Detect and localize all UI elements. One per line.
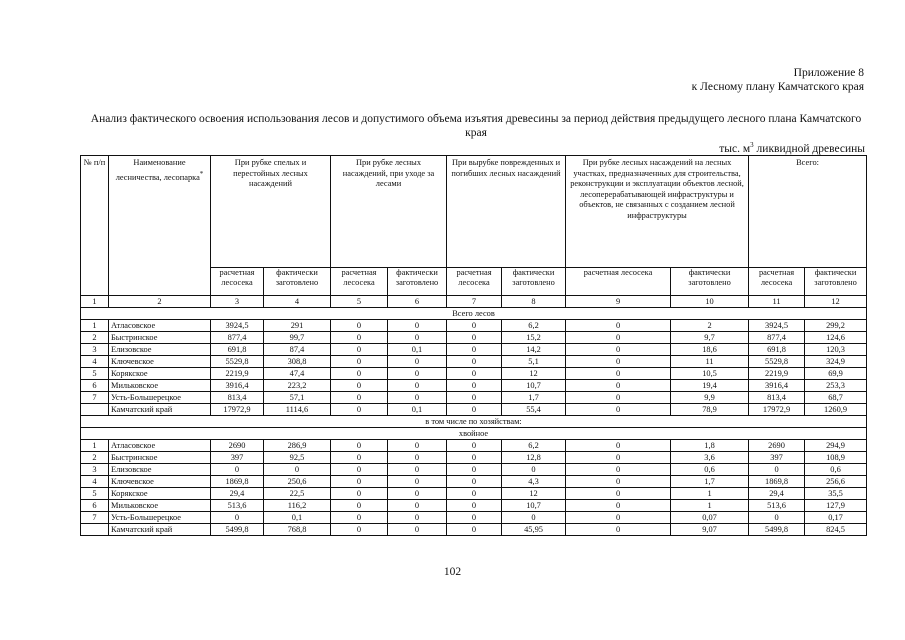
column-number: 6 xyxy=(388,296,447,308)
value-cell: 1869,8 xyxy=(749,476,805,488)
forestry-name-cell: Мильковское xyxy=(109,380,211,392)
value-cell: 1 xyxy=(671,488,749,500)
value-cell: 68,7 xyxy=(805,392,867,404)
value-cell: 0 xyxy=(566,464,671,476)
value-cell: 0,17 xyxy=(805,512,867,524)
value-cell: 0 xyxy=(566,452,671,464)
units-prefix: тыс. м xyxy=(719,142,751,155)
value-cell: 29,4 xyxy=(211,488,264,500)
value-cell: 3924,5 xyxy=(749,320,805,332)
value-cell: 0 xyxy=(388,320,447,332)
value-cell: 0 xyxy=(388,332,447,344)
section-by-farm: в том числе по хозяйствам: xyxy=(81,416,867,428)
value-cell: 12 xyxy=(502,488,566,500)
value-cell: 10,5 xyxy=(671,368,749,380)
value-cell: 0 xyxy=(388,452,447,464)
value-cell: 0 xyxy=(447,500,502,512)
value-cell: 0,1 xyxy=(388,404,447,416)
subheader-calculated: расчетная лесосека xyxy=(447,268,502,296)
value-cell: 0 xyxy=(749,464,805,476)
value-cell: 17972,9 xyxy=(211,404,264,416)
value-cell: 12 xyxy=(502,368,566,380)
value-cell: 813,4 xyxy=(211,392,264,404)
value-cell: 3916,4 xyxy=(211,380,264,392)
value-cell: 57,1 xyxy=(264,392,331,404)
value-cell: 299,2 xyxy=(805,320,867,332)
value-cell: 1869,8 xyxy=(211,476,264,488)
value-cell: 291 xyxy=(264,320,331,332)
total-row xyxy=(81,524,867,536)
value-cell: 0 xyxy=(447,392,502,404)
row-number-cell: 6 xyxy=(81,500,109,512)
value-cell: 120,3 xyxy=(805,344,867,356)
row-number-cell: 6 xyxy=(81,380,109,392)
row-number-cell: 3 xyxy=(81,464,109,476)
header-name xyxy=(109,156,211,296)
value-cell: 2690 xyxy=(211,440,264,452)
value-cell: 0 xyxy=(447,320,502,332)
row-number-cell: 5 xyxy=(81,488,109,500)
value-cell: 0 xyxy=(447,440,502,452)
document-title: Анализ фактического освоения использования лесов и допустимого объема изъятия древесины за период действия предыдущего лесного плана Камчатского края xyxy=(90,113,862,139)
value-cell: 0 xyxy=(566,404,671,416)
header-num: № п/п xyxy=(81,156,109,296)
value-cell: 768,8 xyxy=(264,524,331,536)
value-cell: 10,7 xyxy=(502,500,566,512)
table-row xyxy=(81,356,867,368)
row-number-cell xyxy=(81,524,109,536)
value-cell: 17972,9 xyxy=(749,404,805,416)
value-cell: 0 xyxy=(447,332,502,344)
table-row xyxy=(81,392,867,404)
value-cell: 0 xyxy=(566,344,671,356)
value-cell: 9,7 xyxy=(671,332,749,344)
value-cell: 0 xyxy=(264,464,331,476)
forestry-name-cell: Быстринское xyxy=(109,452,211,464)
value-cell: 0 xyxy=(566,368,671,380)
value-cell: 0 xyxy=(566,332,671,344)
value-cell: 10,7 xyxy=(502,380,566,392)
value-cell: 813,4 xyxy=(749,392,805,404)
value-cell: 0 xyxy=(447,380,502,392)
value-cell: 0 xyxy=(388,524,447,536)
subheader-calculated: расчетная лесосека xyxy=(749,268,805,296)
value-cell: 14,2 xyxy=(502,344,566,356)
row-number-cell xyxy=(81,404,109,416)
forestry-name-cell: Камчатский край xyxy=(109,524,211,536)
value-cell: 0 xyxy=(388,368,447,380)
value-cell: 0 xyxy=(211,464,264,476)
forestry-name-cell: Елизовское xyxy=(109,464,211,476)
value-cell: 0 xyxy=(447,356,502,368)
value-cell: 0 xyxy=(331,320,388,332)
total-row xyxy=(81,404,867,416)
appendix-line-1: Приложение 8 xyxy=(793,67,864,79)
column-number: 7 xyxy=(447,296,502,308)
header-total: Всего: xyxy=(749,156,867,268)
value-cell: 0 xyxy=(749,512,805,524)
value-cell: 78,9 xyxy=(671,404,749,416)
column-number: 11 xyxy=(749,296,805,308)
value-cell: 92,5 xyxy=(264,452,331,464)
header-construction-felling: При рубке лесных насаждений на лесных участках, предназначенных для строительства, реконструкции и эксплуатации объектов лесной, лесоперерабатывающей инфраструктуры и объектов, не связанных с созданием лесной инфраструктуры xyxy=(566,156,749,268)
table-row xyxy=(81,464,867,476)
value-cell: 124,6 xyxy=(805,332,867,344)
value-cell: 0 xyxy=(331,524,388,536)
table-row xyxy=(81,332,867,344)
table-row xyxy=(81,368,867,380)
forestry-name-cell: Камчатский край xyxy=(109,404,211,416)
value-cell: 5499,8 xyxy=(749,524,805,536)
value-cell: 108,9 xyxy=(805,452,867,464)
value-cell: 0 xyxy=(566,512,671,524)
value-cell: 0 xyxy=(331,344,388,356)
value-cell: 0 xyxy=(566,392,671,404)
value-cell: 256,6 xyxy=(805,476,867,488)
subheader-harvested: фактически заготовлено xyxy=(502,268,566,296)
subheader-calculated: расчетная лесосека xyxy=(331,268,388,296)
header-name-text: Наименование лесничества, лесопарка xyxy=(115,158,200,182)
value-cell: 35,5 xyxy=(805,488,867,500)
value-cell: 0 xyxy=(566,356,671,368)
value-cell: 0 xyxy=(447,488,502,500)
value-cell: 294,9 xyxy=(805,440,867,452)
forest-analysis-table xyxy=(80,155,867,536)
value-cell: 127,9 xyxy=(805,500,867,512)
value-cell: 513,6 xyxy=(211,500,264,512)
value-cell: 397 xyxy=(749,452,805,464)
value-cell: 2 xyxy=(671,320,749,332)
value-cell: 116,2 xyxy=(264,500,331,512)
value-cell: 87,4 xyxy=(264,344,331,356)
value-cell: 0 xyxy=(331,332,388,344)
value-cell: 0 xyxy=(388,476,447,488)
value-cell: 55,4 xyxy=(502,404,566,416)
value-cell: 0 xyxy=(447,452,502,464)
appendix-line-2: к Лесному плану Камчатского края xyxy=(691,81,864,93)
value-cell: 0,6 xyxy=(671,464,749,476)
units-label xyxy=(719,138,865,156)
column-number-row xyxy=(81,296,867,308)
value-cell: 0,6 xyxy=(805,464,867,476)
value-cell: 0 xyxy=(388,464,447,476)
value-cell: 0 xyxy=(447,368,502,380)
column-number: 5 xyxy=(331,296,388,308)
value-cell: 5,1 xyxy=(502,356,566,368)
value-cell: 877,4 xyxy=(749,332,805,344)
value-cell: 0 xyxy=(331,488,388,500)
value-cell: 15,2 xyxy=(502,332,566,344)
row-number-cell: 1 xyxy=(81,320,109,332)
subheader-harvested: фактически заготовлено xyxy=(388,268,447,296)
value-cell: 0 xyxy=(388,380,447,392)
row-number-cell: 2 xyxy=(81,452,109,464)
row-number-cell: 7 xyxy=(81,392,109,404)
forestry-name-cell: Атласовское xyxy=(109,440,211,452)
section-conifer: хвойное xyxy=(81,428,867,440)
value-cell: 5499,8 xyxy=(211,524,264,536)
forestry-name-cell: Усть-Большерецкое xyxy=(109,392,211,404)
table-row xyxy=(81,488,867,500)
column-number: 2 xyxy=(109,296,211,308)
forestry-name-cell: Корякское xyxy=(109,488,211,500)
appendix-label xyxy=(692,66,864,94)
forestry-name-cell: Мильковское xyxy=(109,500,211,512)
value-cell: 0 xyxy=(331,380,388,392)
value-cell: 0 xyxy=(388,500,447,512)
table-body xyxy=(81,296,867,536)
value-cell: 691,8 xyxy=(211,344,264,356)
value-cell: 0 xyxy=(388,512,447,524)
value-cell: 0 xyxy=(331,476,388,488)
column-number: 1 xyxy=(81,296,109,308)
value-cell: 0 xyxy=(331,404,388,416)
table-row xyxy=(81,320,867,332)
value-cell: 0 xyxy=(502,512,566,524)
header-damaged-felling: При вырубке поврежденных и погибших лесных насаждений xyxy=(447,156,566,268)
value-cell: 0 xyxy=(211,512,264,524)
value-cell: 22,5 xyxy=(264,488,331,500)
value-cell: 0 xyxy=(447,404,502,416)
value-cell: 9,07 xyxy=(671,524,749,536)
value-cell: 3916,4 xyxy=(749,380,805,392)
header-row-groups xyxy=(81,156,867,268)
units-suffix: ликвидной древесины xyxy=(753,142,865,155)
value-cell: 18,6 xyxy=(671,344,749,356)
value-cell: 250,6 xyxy=(264,476,331,488)
forestry-name-cell: Корякское xyxy=(109,368,211,380)
row-number-cell: 5 xyxy=(81,368,109,380)
value-cell: 223,2 xyxy=(264,380,331,392)
value-cell: 0 xyxy=(388,392,447,404)
value-cell: 47,4 xyxy=(264,368,331,380)
value-cell: 324,9 xyxy=(805,356,867,368)
header-name-mark: * xyxy=(199,169,204,178)
column-number: 3 xyxy=(211,296,264,308)
value-cell: 0 xyxy=(331,512,388,524)
value-cell: 0 xyxy=(447,464,502,476)
value-cell: 5529,8 xyxy=(749,356,805,368)
value-cell: 0 xyxy=(566,380,671,392)
value-cell: 6,2 xyxy=(502,320,566,332)
value-cell: 0,1 xyxy=(388,344,447,356)
row-number-cell: 2 xyxy=(81,332,109,344)
value-cell: 0 xyxy=(447,344,502,356)
table-row xyxy=(81,344,867,356)
table-row xyxy=(81,500,867,512)
value-cell: 308,8 xyxy=(264,356,331,368)
value-cell: 69,9 xyxy=(805,368,867,380)
header-mature-felling: При рубке спелых и перестойных лесных насаждений xyxy=(211,156,331,268)
subheader-harvested: фактически заготовлено xyxy=(805,268,867,296)
forestry-name-cell: Ключевское xyxy=(109,476,211,488)
value-cell: 0 xyxy=(388,356,447,368)
forestry-name-cell: Ключевское xyxy=(109,356,211,368)
row-number-cell: 7 xyxy=(81,512,109,524)
value-cell: 2219,9 xyxy=(749,368,805,380)
value-cell: 6,2 xyxy=(502,440,566,452)
row-number-cell: 4 xyxy=(81,356,109,368)
value-cell: 11 xyxy=(671,356,749,368)
value-cell: 0 xyxy=(331,392,388,404)
header-care-felling: При рубке лесных насаждений, при уходе за лесами xyxy=(331,156,447,268)
forestry-name-cell: Елизовское xyxy=(109,344,211,356)
value-cell: 397 xyxy=(211,452,264,464)
forestry-name-cell: Усть-Большерецкое xyxy=(109,512,211,524)
forestry-name-cell: Атласовское xyxy=(109,320,211,332)
value-cell: 0 xyxy=(502,464,566,476)
value-cell: 9,9 xyxy=(671,392,749,404)
value-cell: 29,4 xyxy=(749,488,805,500)
section-all-forests: Всего лесов xyxy=(81,308,867,320)
value-cell: 19,4 xyxy=(671,380,749,392)
section-row-conifer xyxy=(81,428,867,440)
value-cell: 0 xyxy=(447,512,502,524)
subheader-harvested: фактически заготовлено xyxy=(264,268,331,296)
value-cell: 45,95 xyxy=(502,524,566,536)
value-cell: 0 xyxy=(447,476,502,488)
value-cell: 0 xyxy=(566,320,671,332)
value-cell: 0 xyxy=(566,500,671,512)
value-cell: 0 xyxy=(331,356,388,368)
value-cell: 1260,9 xyxy=(805,404,867,416)
row-number-cell: 4 xyxy=(81,476,109,488)
table-row xyxy=(81,440,867,452)
value-cell: 0 xyxy=(388,440,447,452)
value-cell: 0 xyxy=(331,464,388,476)
value-cell: 12,8 xyxy=(502,452,566,464)
value-cell: 1114,6 xyxy=(264,404,331,416)
table-row xyxy=(81,380,867,392)
page-number: 102 xyxy=(443,566,462,578)
table-row xyxy=(81,476,867,488)
value-cell: 0 xyxy=(331,368,388,380)
value-cell: 0,07 xyxy=(671,512,749,524)
subheader-harvested: фактически заготовлено xyxy=(671,268,749,296)
forestry-name-cell: Быстринское xyxy=(109,332,211,344)
value-cell: 0 xyxy=(566,476,671,488)
value-cell: 0 xyxy=(388,488,447,500)
column-number: 10 xyxy=(671,296,749,308)
value-cell: 0 xyxy=(331,452,388,464)
value-cell: 1 xyxy=(671,500,749,512)
value-cell: 1,7 xyxy=(671,476,749,488)
value-cell: 3924,5 xyxy=(211,320,264,332)
value-cell: 1,7 xyxy=(502,392,566,404)
value-cell: 0 xyxy=(447,524,502,536)
section-row-by-farm xyxy=(81,416,867,428)
units-superscript: 3 xyxy=(750,141,754,149)
value-cell: 0 xyxy=(566,524,671,536)
value-cell: 4,3 xyxy=(502,476,566,488)
row-number-cell: 3 xyxy=(81,344,109,356)
value-cell: 0 xyxy=(331,500,388,512)
table-row xyxy=(81,452,867,464)
value-cell: 99,7 xyxy=(264,332,331,344)
column-number: 4 xyxy=(264,296,331,308)
value-cell: 2690 xyxy=(749,440,805,452)
value-cell: 0 xyxy=(566,488,671,500)
column-number: 8 xyxy=(502,296,566,308)
value-cell: 0,1 xyxy=(264,512,331,524)
row-number-cell: 1 xyxy=(81,440,109,452)
value-cell: 286,9 xyxy=(264,440,331,452)
value-cell: 253,3 xyxy=(805,380,867,392)
column-number: 9 xyxy=(566,296,671,308)
value-cell: 877,4 xyxy=(211,332,264,344)
section-row-all-forests xyxy=(81,308,867,320)
value-cell: 3,6 xyxy=(671,452,749,464)
value-cell: 2219,9 xyxy=(211,368,264,380)
subheader-calculated: расчетная лесосека xyxy=(566,268,671,296)
column-number: 12 xyxy=(805,296,867,308)
value-cell: 5529,8 xyxy=(211,356,264,368)
subheader-calculated: расчетная лесосека xyxy=(211,268,264,296)
value-cell: 513,6 xyxy=(749,500,805,512)
value-cell: 1,8 xyxy=(671,440,749,452)
value-cell: 0 xyxy=(331,440,388,452)
value-cell: 691,8 xyxy=(749,344,805,356)
value-cell: 824,5 xyxy=(805,524,867,536)
value-cell: 0 xyxy=(566,440,671,452)
table-row xyxy=(81,512,867,524)
